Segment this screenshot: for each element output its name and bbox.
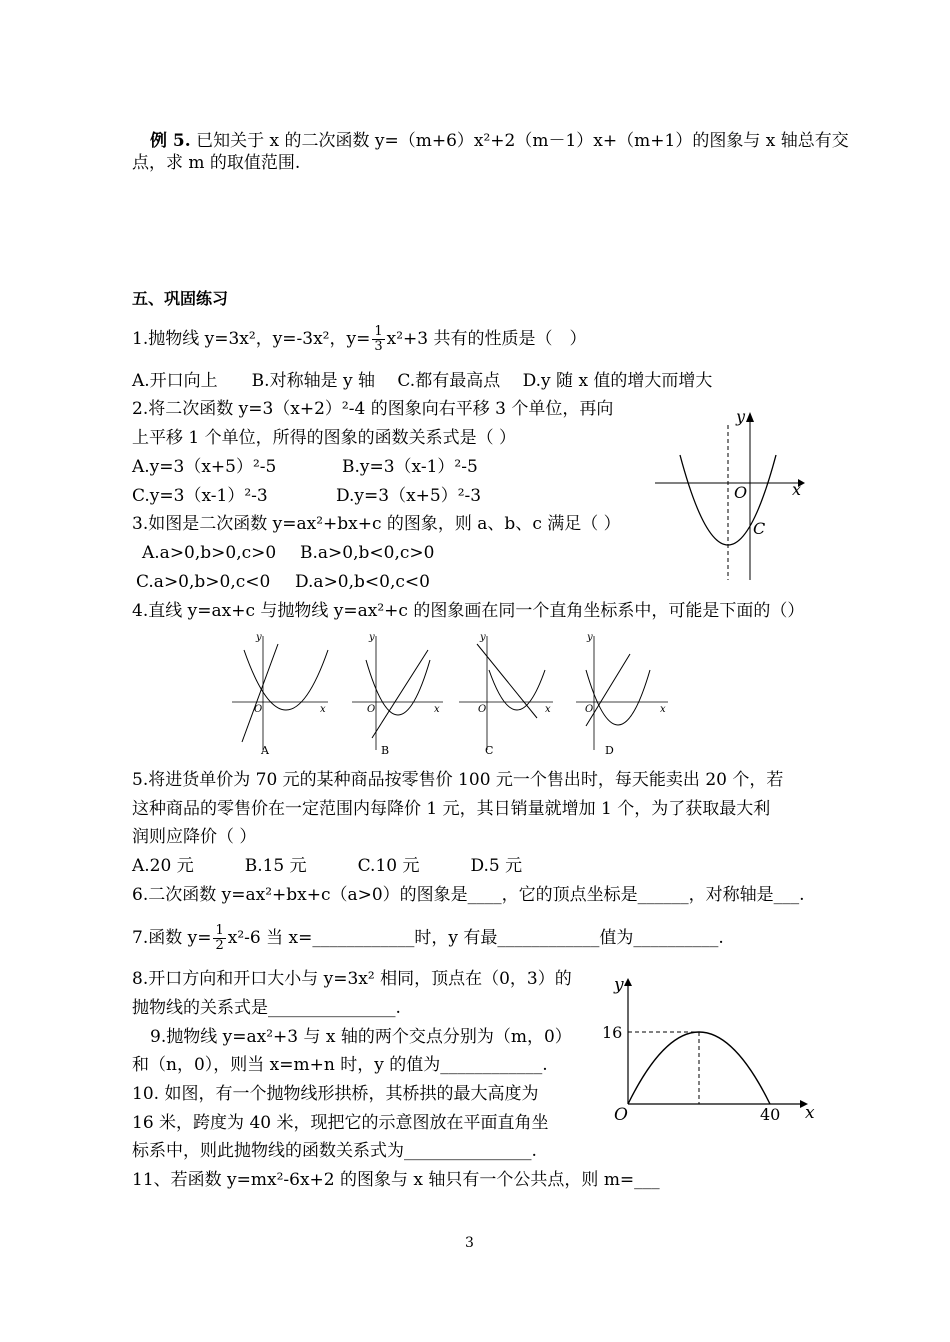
q1-stem (132, 325, 587, 354)
fig3-origin-label: O (734, 483, 748, 502)
q4-label-B: B (381, 744, 390, 757)
example5-line2: 点，求 m 的取值范围. (132, 153, 301, 173)
q4-D-y: y (587, 632, 593, 643)
example5-text1: 已知关于 x 的二次函数 y=（m+6）x²+2（m－1）x+（m+1）的图象与 x 轴总有交 (196, 131, 849, 151)
q1-options: A.开口向上 B.对称轴是 y 轴 C.都有最高点 D.y 随 x 值的增大而增大 (132, 371, 713, 391)
fig3-y-arrow (746, 412, 754, 422)
q1-fraction (372, 325, 384, 354)
q4-A-x: x (320, 704, 326, 715)
fig3-x-label: x (792, 480, 802, 499)
q4-A-y: y (256, 632, 262, 643)
q4-label-D: D (605, 744, 614, 757)
fig10-y-arrow (624, 978, 632, 986)
fig10-y-label: y (614, 975, 624, 995)
q4-C-x: x (545, 704, 551, 715)
q7-fraction (213, 924, 225, 953)
q10-line3: 标系中，则此抛物线的函数关系式为_______________. (132, 1141, 537, 1161)
q11-line1: 11、若函数 y=mx²-6x+2 的图象与 x 轴只有一个公共点，则 m=___ (132, 1170, 660, 1190)
q10-arch-figure (600, 970, 825, 1120)
q5-line2: 这种商品的零售价在一定范围内每降价 1 元，其日销量就增加 1 个，为了获取最大利 (132, 799, 771, 819)
q4-line1: 4.直线 y=ax+c 与抛物线 y=ax²+c 的图象画在同一个直角坐标系中，可能是下面的（） (132, 601, 805, 621)
q4-graph-D (572, 630, 682, 760)
fig3-y-label: y (736, 407, 746, 426)
fig10-span-label: 40 (760, 1105, 781, 1120)
q6-line1: 6.二次函数 y=ax²+bx+c（a>0）的图象是____，它的顶点坐标是______，对称轴是___. (132, 885, 805, 905)
q3-optC: C.a>0,b>0,c<0 (136, 572, 271, 592)
q7-pre: 7.函数 y= (132, 928, 212, 948)
q4-B-x: x (434, 704, 440, 715)
q1-frac-num: 1 (374, 324, 383, 339)
q4-label-A: A (261, 744, 269, 757)
fig10-origin-label: O (614, 1105, 628, 1120)
q1-pre: 1.抛物线 y=3x²，y=-3x²，y= (132, 329, 371, 349)
q2-optB: B.y=3（x-1）²-5 (342, 457, 478, 477)
q3-line1: 3.如图是二次函数 y=ax²+bx+c 的图象，则 a、b、c 满足（ ） (132, 514, 621, 534)
q7-frac-den: 2 (215, 938, 224, 953)
section-title: 五、巩固练习 (132, 289, 229, 308)
fig3-c-label: C (753, 519, 766, 538)
q3-optA: A.a>0,b>0,c>0 (142, 543, 277, 563)
parabola (586, 670, 650, 725)
parabola (489, 670, 545, 710)
q4-A-o: O (254, 704, 263, 715)
q7-stem (132, 924, 724, 953)
q5-options: A.20 元 B.15 元 C.10 元 D.5 元 (132, 856, 523, 876)
q7-frac-num: 1 (215, 923, 224, 938)
q5-line1: 5.将进货单价为 70 元的某种商品按零售价 100 元一个售出时，每天能卖出 20 个，若 (132, 770, 784, 790)
example5-label: 例 5. (150, 131, 191, 151)
q5-line3: 润则应降价（ ） (132, 827, 257, 847)
q3-optB: B.a>0,b<0,c>0 (300, 543, 435, 563)
q4-D-o: O (585, 704, 594, 715)
q10-line2: 16 米，跨度为 40 米，现把它的示意图放在平面直角坐 (132, 1113, 549, 1133)
q2-line2: 上平移 1 个单位，所得的图象的函数关系式是（ ） (132, 428, 517, 448)
q1-frac-den: 3 (374, 339, 383, 354)
q9-line2: 和（n，0），则当 x=m+n 时，y 的值为____________. (132, 1055, 548, 1075)
q8-line2: 抛物线的关系式是_______________. (132, 998, 401, 1018)
fig10-x-label: x (805, 1103, 815, 1120)
q7-post: x²-6 当 x=____________时，y 有最____________值为__________. (227, 928, 724, 948)
q1-post: x²+3 共有的性质是（ ） (386, 329, 587, 349)
fig10-height-label: 16 (602, 1023, 623, 1042)
q3-optD: D.a>0,b<0,c<0 (295, 572, 430, 592)
line (372, 650, 428, 738)
q4-B-o: O (367, 704, 376, 715)
q2-line1: 2.将二次函数 y=3（x+2）²-4 的图象向右平移 3 个单位，再向 (132, 399, 614, 419)
q4-graph-B (348, 630, 458, 760)
page-number: 3 (465, 1235, 474, 1251)
q3-parabola-figure (650, 400, 810, 585)
q2-optC: C.y=3（x-1）²-3 (132, 486, 268, 506)
q4-graph-A (228, 630, 338, 760)
q9-line1: 9.抛物线 y=ax²+3 与 x 轴的两个交点分别为（m，0） (150, 1027, 572, 1047)
example5-line1 (150, 130, 849, 152)
q10-line1: 10. 如图，有一个抛物线形拱桥，其桥拱的最大高度为 (132, 1084, 539, 1104)
q8-line1: 8.开口方向和开口大小与 y=3x² 相同，顶点在（0，3）的 (132, 969, 572, 989)
q2-optD: D.y=3（x+5）²-3 (336, 486, 482, 506)
q4-D-x: x (660, 704, 666, 715)
q4-graph-C (455, 630, 565, 760)
q2-optA: A.y=3（x+5）²-5 (132, 457, 277, 477)
q4-label-C: C (485, 744, 494, 757)
q4-C-y: y (480, 632, 486, 643)
q4-B-y: y (369, 632, 375, 643)
q4-C-o: O (478, 704, 487, 715)
